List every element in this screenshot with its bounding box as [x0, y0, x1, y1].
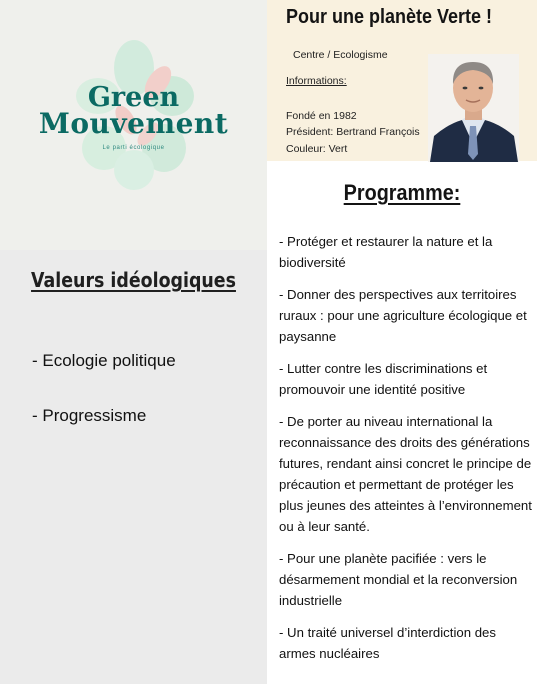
values-item: - Progressisme [32, 406, 147, 425]
program-list [279, 231, 533, 675]
program-item: - Un traité universel d’interdiction des armes nucléaires [279, 625, 496, 661]
program-item: - Lutter contre les discriminations et promouvoir une identité positive [279, 361, 488, 397]
informations-link[interactable]: Informations: [286, 75, 347, 87]
program-item: - De porter au niveau international la reconnaissance des droits des générations futures, rendant ainsi concret le principe de précaution et permettant de protéger les plus jeunes des atteintes à l’environnement ou à leur santé. [279, 414, 532, 534]
program-item: - Donner des perspectives aux territoires ruraux : pour une agriculture écologique et paysanne [279, 287, 527, 344]
program-heading: Programme: [343, 180, 461, 205]
values-panel [0, 250, 267, 684]
party-category: Centre / Ecologisme [293, 49, 388, 61]
color-text: Couleur: Vert [286, 143, 348, 155]
president-text: Président: Bertrand François [286, 126, 420, 138]
president-portrait [428, 54, 519, 162]
founded-text: Fondé en 1982 [286, 110, 357, 122]
values-item: - Ecologie politique [32, 351, 176, 370]
logo-panel [0, 0, 267, 250]
logo-title-line2: Mouvement [38, 107, 229, 140]
info-title: Pour une planète Verte ! [286, 6, 493, 28]
logo-title-line1: Green [87, 82, 180, 113]
logo-tagline: Le parti écologique [102, 145, 165, 151]
program-item: - Pour une planète pacifiée : vers le désarmement mondial et la reconversion industrielle [279, 551, 518, 608]
program-item: - Protéger et restaurer la nature et la biodiversité [279, 234, 493, 270]
values-list [32, 350, 176, 460]
values-heading: Valeurs idéologiques [31, 268, 236, 292]
